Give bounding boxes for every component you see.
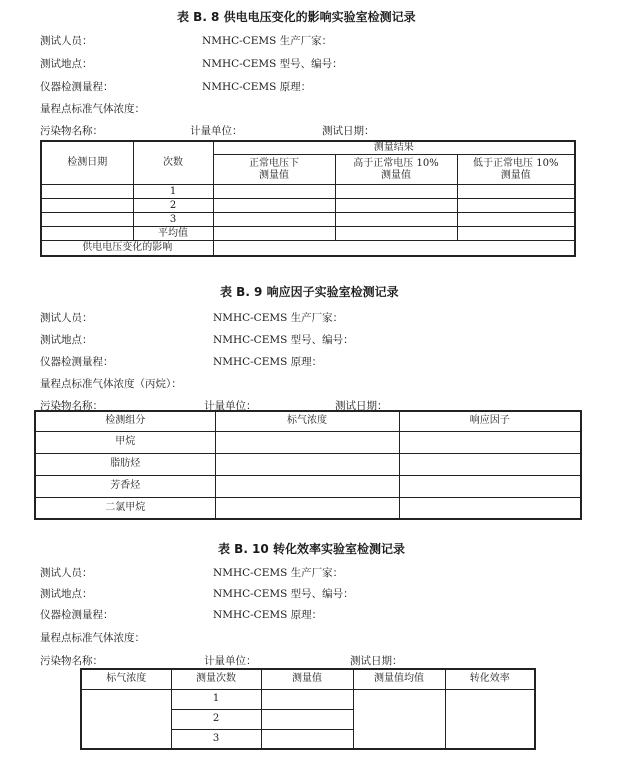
b10-efficiency-cell[interactable]: [445, 689, 535, 749]
b8-manufacturer-label: NMHC-CEMS 生产厂家：: [202, 35, 333, 47]
b10-model-label: NMHC-CEMS 型号、编号：: [213, 588, 354, 600]
b9-std-conc-cell[interactable]: [215, 453, 399, 475]
b9-component-cell: 芳香烃: [35, 475, 215, 497]
table-row: [35, 497, 581, 519]
b8-low-cell[interactable]: [457, 185, 575, 199]
table-row: [41, 185, 575, 199]
b10-value-cell[interactable]: [261, 709, 353, 729]
b9-std-conc-cell[interactable]: [215, 475, 399, 497]
table-row: [41, 199, 575, 213]
b8-header-times: 次数: [133, 141, 213, 185]
b9-header-std-conc: 标气浓度: [215, 411, 399, 431]
b8-times-cell: 3: [133, 213, 213, 227]
b10-header-std-conc: 标气浓度: [81, 669, 171, 689]
table-b10: [80, 668, 536, 750]
b8-times-cell: 1: [133, 185, 213, 199]
b10-header-efficiency: 转化效率: [445, 669, 535, 689]
b9-component-cell: 二氯甲烷: [35, 497, 215, 519]
b8-unit-label: 计量单位：: [190, 125, 243, 137]
b8-low-cell[interactable]: [457, 227, 575, 241]
table-b8: [40, 140, 576, 257]
b9-std-conc-cell[interactable]: [215, 431, 399, 453]
b8-header-results: 测量结果: [213, 141, 575, 155]
b9-range-label: 仪器检测量程：: [40, 356, 114, 368]
b8-normal-cell[interactable]: [213, 199, 335, 213]
b9-header-factor: 响应因子: [399, 411, 581, 431]
b10-date-label: 测试日期：: [350, 655, 403, 667]
b9-header-component: 检测组分: [35, 411, 215, 431]
b8-normal-cell[interactable]: [213, 185, 335, 199]
b10-principle-label: NMHC-CEMS 原理：: [213, 609, 323, 621]
b10-header-value: 测量值: [261, 669, 353, 689]
b10-times-cell: 1: [171, 689, 261, 709]
b9-std-gas-label: 量程点标准气体浓度（丙烷）：: [40, 378, 182, 390]
b8-header-high: 高于正常电压 10% 测量值: [335, 155, 457, 185]
b10-header-times: 测量次数: [171, 669, 261, 689]
b9-model-label: NMHC-CEMS 型号、编号：: [213, 334, 354, 346]
b10-std-conc-cell[interactable]: [81, 689, 171, 749]
b8-std-gas-label: 量程点标准气体浓度：: [40, 103, 145, 115]
b8-tester-label: 测试人员：: [40, 35, 93, 47]
b9-unit-label: 计量单位：: [204, 400, 257, 412]
b10-value-cell[interactable]: [261, 689, 353, 709]
b8-location-label: 测试地点：: [40, 58, 93, 70]
table-row: [81, 689, 535, 709]
b9-factor-cell[interactable]: [399, 431, 581, 453]
b9-factor-cell[interactable]: [399, 453, 581, 475]
b10-header-avg: 测量值均值: [353, 669, 445, 689]
b8-times-cell: 平均值: [133, 227, 213, 241]
b10-value-cell[interactable]: [261, 729, 353, 749]
b9-manufacturer-label: NMHC-CEMS 生产厂家：: [213, 312, 344, 324]
b10-unit-label: 计量单位：: [204, 655, 257, 667]
table-row: [41, 213, 575, 227]
b9-component-cell: 甲烷: [35, 431, 215, 453]
b8-date-label: 测试日期：: [322, 125, 375, 137]
b9-date-label: 测试日期：: [335, 400, 388, 412]
b10-manufacturer-label: NMHC-CEMS 生产厂家：: [213, 567, 344, 579]
b9-component-cell: 脂肪烃: [35, 453, 215, 475]
b8-high-cell[interactable]: [335, 185, 457, 199]
b8-header-date: 检测日期: [41, 141, 133, 185]
b10-tester-label: 测试人员：: [40, 567, 93, 579]
b10-pollutant-label: 污染物名称：: [40, 655, 103, 667]
b10-avg-cell[interactable]: [353, 689, 445, 749]
b8-header-normal: 正常电压下 测量值: [213, 155, 335, 185]
b8-header-low: 低于正常电压 10% 测量值: [457, 155, 575, 185]
b8-date-cell[interactable]: [41, 199, 133, 213]
b10-times-cell: 2: [171, 709, 261, 729]
b9-factor-cell[interactable]: [399, 475, 581, 497]
table-row: [41, 227, 575, 241]
b8-normal-cell[interactable]: [213, 227, 335, 241]
b10-location-label: 测试地点：: [40, 588, 93, 600]
b10-times-cell: 3: [171, 729, 261, 749]
b8-range-label: 仪器检测量程：: [40, 81, 114, 93]
table-row: [35, 475, 581, 497]
b8-high-cell[interactable]: [335, 227, 457, 241]
b8-footer-value-cell[interactable]: [213, 241, 575, 256]
b10-std-gas-label: 量程点标准气体浓度：: [40, 632, 145, 644]
b8-low-cell[interactable]: [457, 213, 575, 227]
table-row: [35, 431, 581, 453]
b9-principle-label: NMHC-CEMS 原理：: [213, 356, 323, 368]
b9-location-label: 测试地点：: [40, 334, 93, 346]
table-b9: [34, 410, 582, 520]
table-b9-title: 表 B. 9 响应因子实验室检测记录: [220, 285, 399, 299]
table-b10-title: 表 B. 10 转化效率实验室检测记录: [218, 542, 405, 556]
table-row: [35, 453, 581, 475]
b8-times-cell: 2: [133, 199, 213, 213]
b9-tester-label: 测试人员：: [40, 312, 93, 324]
b8-model-label: NMHC-CEMS 型号、编号：: [202, 58, 343, 70]
b8-high-cell[interactable]: [335, 199, 457, 213]
table-row: [41, 241, 575, 256]
b8-date-cell[interactable]: [41, 227, 133, 241]
b8-pollutant-label: 污染物名称：: [40, 125, 103, 137]
b10-range-label: 仪器检测量程：: [40, 609, 114, 621]
table-b8-title: 表 B. 8 供电电压变化的影响实验室检测记录: [177, 10, 416, 24]
b9-factor-cell[interactable]: [399, 497, 581, 519]
b8-date-cell[interactable]: [41, 185, 133, 199]
b8-low-cell[interactable]: [457, 199, 575, 213]
b8-principle-label: NMHC-CEMS 原理：: [202, 81, 312, 93]
b8-high-cell[interactable]: [335, 213, 457, 227]
b8-normal-cell[interactable]: [213, 213, 335, 227]
b9-std-conc-cell[interactable]: [215, 497, 399, 519]
b8-footer-label: 供电电压变化的影响: [41, 241, 213, 256]
b9-pollutant-label: 污染物名称：: [40, 400, 103, 412]
b8-date-cell[interactable]: [41, 213, 133, 227]
